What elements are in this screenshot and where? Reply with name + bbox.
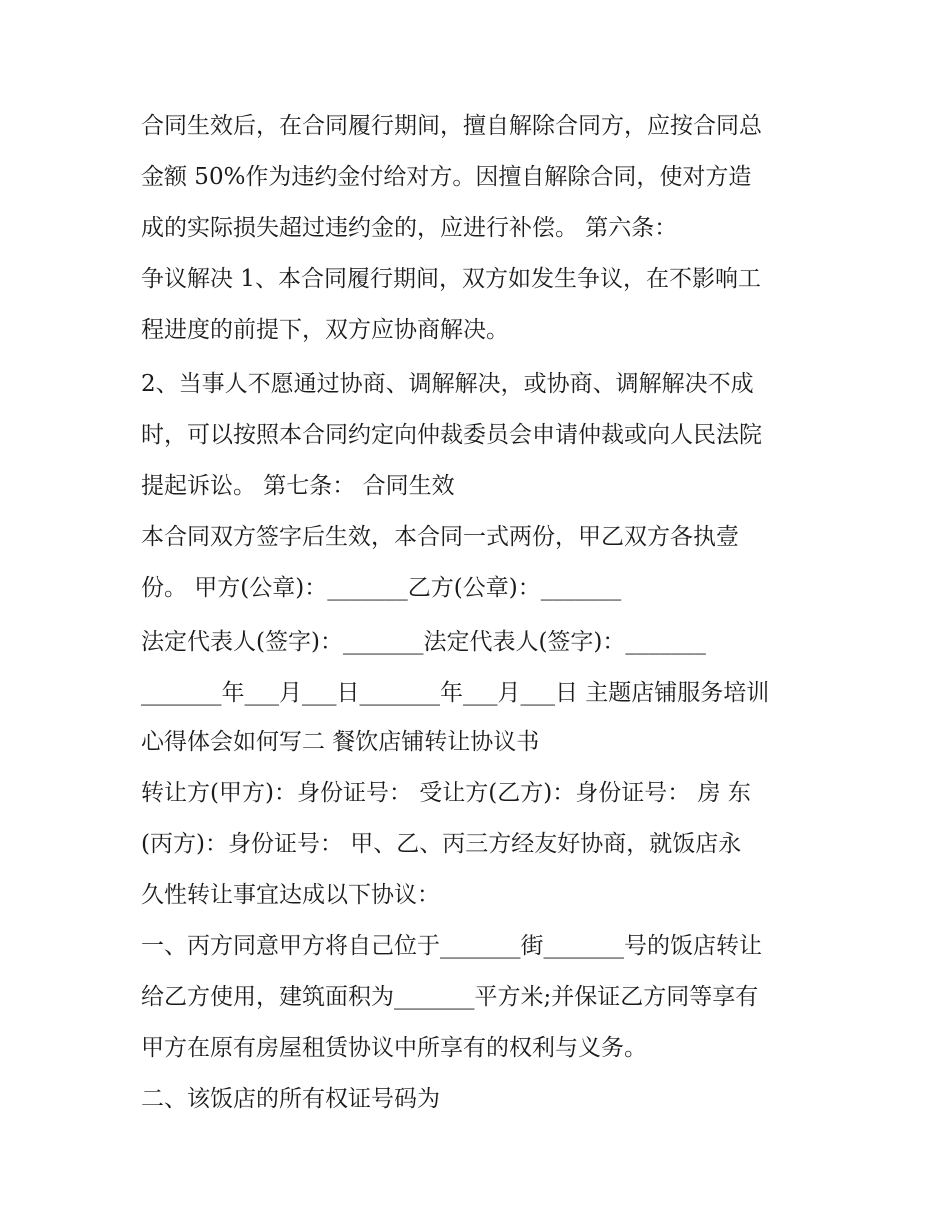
- text-line: 提起诉讼。 第七条： 合同生效: [141, 473, 455, 499]
- text-line: 一、丙方同意甲方将自己位于_______街_______号的饭店转让: [141, 933, 762, 959]
- text-line: 本合同双方签字后生效，本合同一式两份，甲乙双方各执壹: [141, 524, 739, 550]
- text-line: (丙方)：身份证号： 甲、乙、丙三方经友好协商，就饭店永: [141, 831, 742, 857]
- text-line: 二、该饭店的所有权证号码为: [141, 1086, 440, 1112]
- text-line: 争议解决 1、本合同履行期间，双方如发生争议，在不影响工: [141, 266, 761, 292]
- text-line: 心得体会如何写二 餐饮店铺转让协议书: [141, 729, 540, 755]
- text-line: _______年___月___日_______年___月___日 主题店铺服务培训: [141, 680, 770, 706]
- text-line: 转让方(甲方)：身份证号： 受让方(乙方)：身份证号： 房 东: [141, 780, 751, 806]
- text-line: 成的实际损失超过违约金的，应进行补偿。 第六条：: [141, 215, 678, 241]
- text-line: 时，可以按照本合同约定向仲裁委员会申请仲裁或向人民法院: [141, 422, 762, 448]
- text-line: 金额 50%作为违约金付给对方。因擅自解除合同，使对方造: [141, 164, 752, 190]
- text-line: 份。 甲方(公章)：_______乙方(公章)：_______: [141, 575, 622, 601]
- text-line: 法定代表人(签字)：_______法定代表人(签字)：_______: [141, 629, 706, 655]
- text-line: 久性转让事宜达成以下协议：: [141, 882, 440, 908]
- text-line: 2、当事人不愿通过协商、调解解决，或协商、调解解决不成: [141, 371, 754, 397]
- text-line: 甲方在原有房屋租赁协议中所享有的权利与义务。: [141, 1035, 647, 1061]
- text-line: 给乙方使用，建筑面积为_______平方米;并保证乙方同等享有: [141, 984, 759, 1010]
- text-line: 程进度的前提下，双方应协商解决。: [141, 317, 509, 343]
- text-line: 合同生效后，在合同履行期间，擅自解除合同方，应按合同总: [141, 113, 762, 139]
